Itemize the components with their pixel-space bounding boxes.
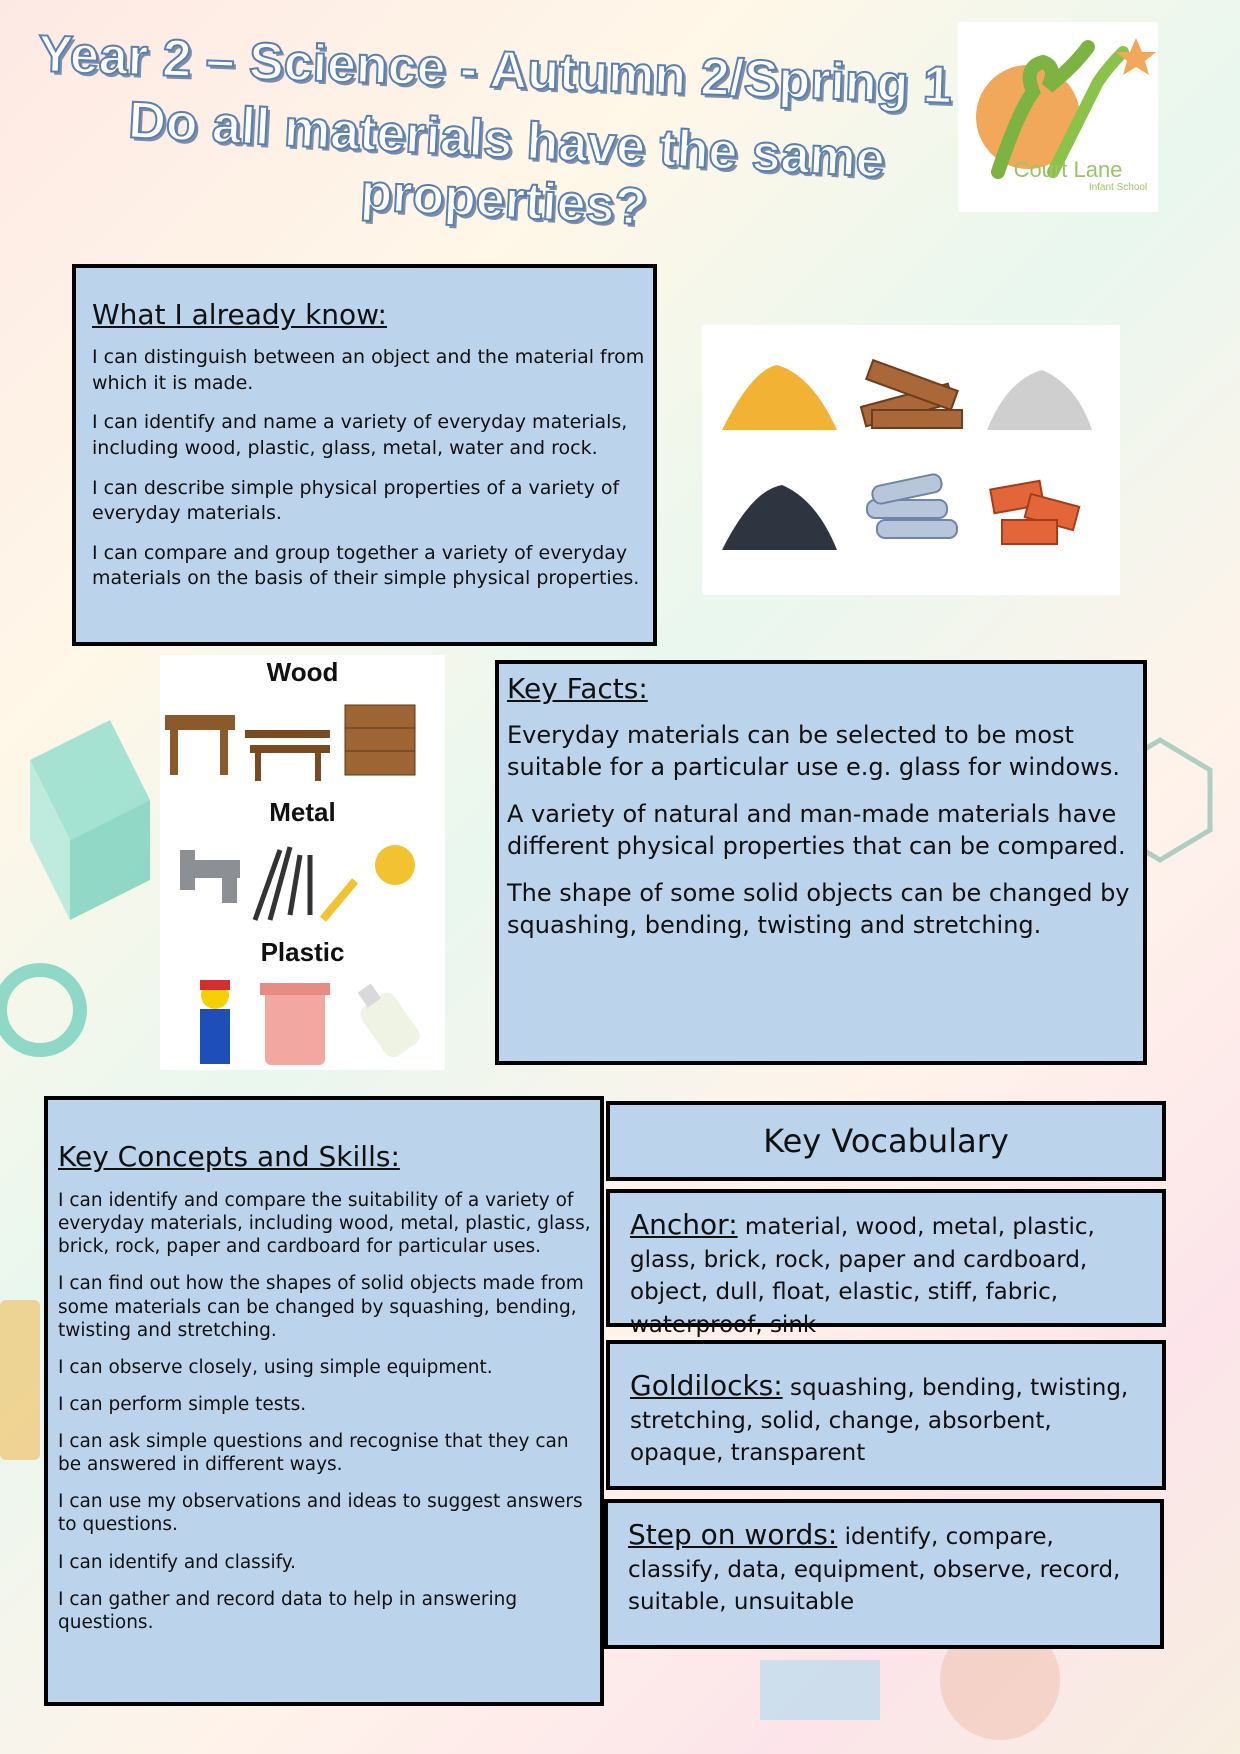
key-vocabulary-heading: Key Vocabulary bbox=[606, 1101, 1166, 1181]
concept-item: I can identify and compare the suitability of a variety of everyday materials, including wood, metal, plastic, glass, brick, rock, paper and cardboard for particular uses. bbox=[58, 1190, 591, 1258]
title-line-2: Do all materials have the same properties? bbox=[126, 91, 887, 237]
step-on-words: identify, compare, classify, data, equipment, observe, record, suitable, unsuitable bbox=[628, 1524, 1121, 1616]
sand-pile-icon bbox=[722, 365, 837, 430]
concept-item: I can identify and classify. bbox=[58, 1551, 296, 1573]
metal-pipes-icon bbox=[867, 473, 957, 538]
screws-icon bbox=[255, 847, 310, 920]
bench-icon bbox=[245, 730, 330, 781]
concept-item: I can observe closely, using simple equipment. bbox=[58, 1356, 493, 1378]
title-line-1: Year 2 – Science - Autumn 2/Spring 1 bbox=[37, 25, 953, 115]
key-icon bbox=[320, 845, 415, 922]
material-examples-image bbox=[160, 655, 445, 1070]
concept-item: I can perform simple tests. bbox=[58, 1393, 307, 1415]
bin-icon bbox=[260, 983, 330, 1065]
already-know-heading: What I already know: bbox=[92, 298, 387, 331]
anchor-words: material, wood, metal, plastic, glass, brick, rock, paper and cardboard, object, dull, float, elastic, stiff, fabric, waterproof, sink bbox=[630, 1214, 1095, 1338]
bricks-icon bbox=[990, 481, 1079, 544]
key-facts-heading: Key Facts: bbox=[507, 672, 648, 705]
wood-planks-icon bbox=[861, 360, 962, 428]
concept-item: I can find out how the shapes of solid objects made from some materials can be changed by squashing, bending, twisting and stretching. bbox=[58, 1273, 584, 1341]
already-know-box bbox=[72, 264, 657, 646]
anchor-label: Anchor: bbox=[630, 1208, 738, 1241]
school-logo bbox=[958, 22, 1158, 212]
goldilocks-words: squashing, bending, twisting, stretching, solid, change, absorbent, opaque, transparent bbox=[630, 1375, 1129, 1467]
already-know-item: I can distinguish between an object and the material from which it is made. bbox=[92, 346, 645, 394]
materials-piles-image bbox=[702, 325, 1120, 595]
goldilocks-vocab-box bbox=[606, 1340, 1166, 1490]
gravel-pile-icon bbox=[987, 370, 1092, 430]
drawers-icon bbox=[345, 705, 415, 775]
goldilocks-label: Goldilocks: bbox=[630, 1369, 783, 1402]
logo-name: Court Lane bbox=[1013, 157, 1123, 182]
concept-item: I can use my observations and ideas to suggest answers to questions. bbox=[58, 1491, 583, 1536]
example-label-metal: Metal bbox=[269, 797, 336, 827]
logo-subtitle: Infant School bbox=[1088, 182, 1148, 193]
anchor-vocab-box bbox=[606, 1189, 1166, 1338]
coal-pile-icon bbox=[722, 485, 837, 550]
key-fact-item: Everyday materials can be selected to be most suitable for a particular use e.g. glass for windows. bbox=[507, 721, 1120, 782]
key-fact-item: A variety of natural and man-made materials have different physical properties that can be compared. bbox=[507, 799, 1126, 861]
table-icon bbox=[165, 715, 235, 775]
court-lane-logo-icon bbox=[958, 22, 1158, 212]
baby-bottle-icon bbox=[348, 977, 424, 1061]
already-know-item: I can identify and name a variety of everyday materials, including wood, plastic, glass, metal, water and rock. bbox=[92, 411, 628, 459]
key-fact-item: The shape of some solid objects can be changed by squashing, bending, twisting and stretching. bbox=[507, 878, 1130, 939]
tap-icon bbox=[180, 850, 240, 903]
already-know-item: I can describe simple physical properties of a variety of everyday materials. bbox=[92, 476, 620, 525]
step-on-label: Step on words: bbox=[628, 1518, 838, 1551]
concept-item: I can gather and record data to help in answering questions. bbox=[58, 1588, 518, 1633]
key-concepts-heading: Key Concepts and Skills: bbox=[58, 1140, 400, 1173]
key-concepts-box bbox=[44, 1096, 604, 1706]
key-facts-box bbox=[495, 660, 1147, 1065]
concept-item: I can ask simple questions and recognise that they can be answered in different ways. bbox=[58, 1431, 569, 1476]
already-know-item: I can compare and group together a variety of everyday materials on the basis of their simple physical properties. bbox=[92, 541, 640, 590]
page-title bbox=[37, 25, 970, 237]
toy-figure-icon bbox=[200, 980, 230, 1064]
step-on-vocab-box bbox=[604, 1499, 1164, 1649]
example-label-wood: Wood bbox=[266, 657, 339, 687]
example-label-plastic: Plastic bbox=[260, 937, 345, 967]
